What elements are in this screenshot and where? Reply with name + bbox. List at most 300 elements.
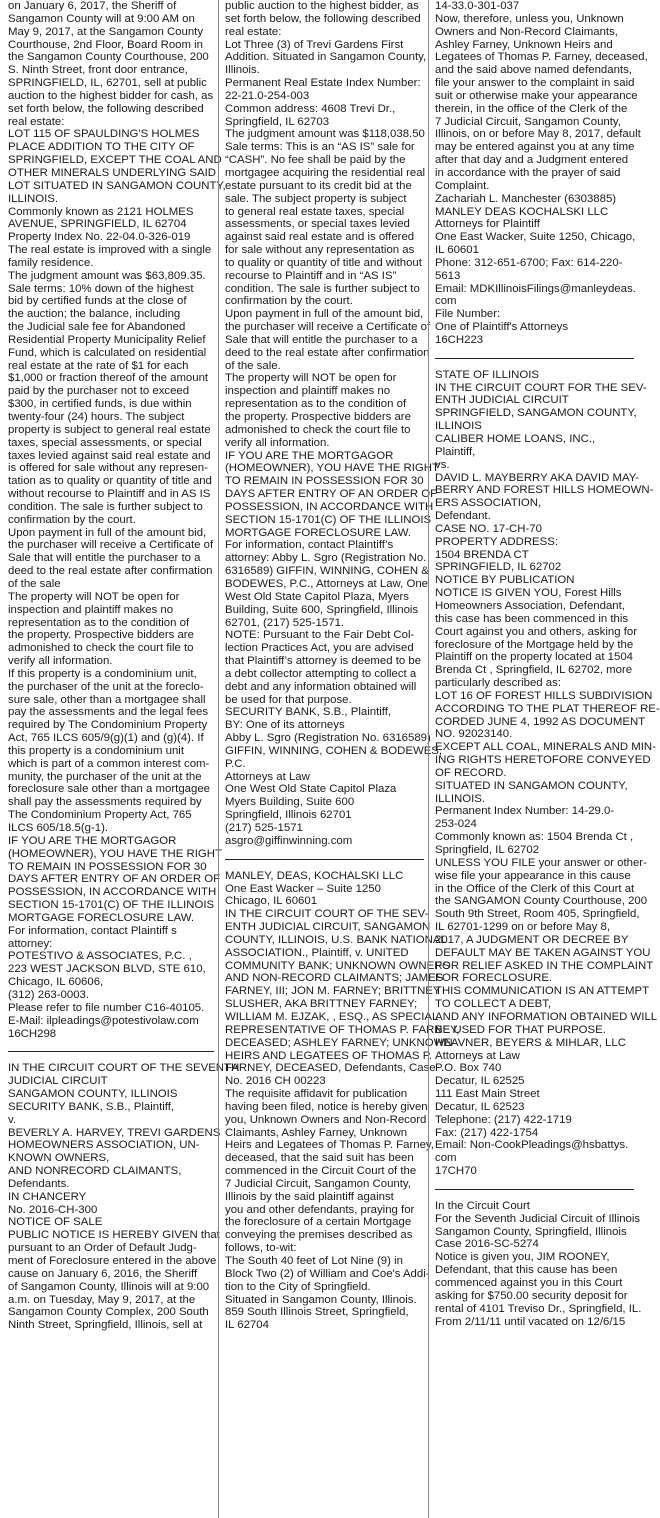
notice-line: Chicago, IL 60601 (225, 895, 318, 908)
notice-line: UNLESS YOU FILE your answer or other- (435, 856, 647, 869)
notice-line: conveying the premises described as (225, 1229, 413, 1242)
notice-line: to quality or quantity of title and without (225, 256, 422, 269)
notice-line: The property will NOT be open for (8, 590, 180, 603)
notice-line: HOMEOWNERS ASSOCIATION, UN- (8, 1139, 200, 1152)
notice-line: and the said above named defendants, (435, 64, 632, 77)
notice-line: this case has been commenced in this (435, 612, 629, 625)
notice-line: Act, 765 ILCS 605/9(g)(1) and (g)(4). If (8, 732, 204, 745)
notice-line: Illinois by the said plaintiff against (225, 1190, 394, 1203)
notice-line: SPRINGFIELD, IL 62702 (435, 561, 562, 574)
notice-line: the Judicial sale fee for Abandoned (8, 321, 186, 334)
notice-line: 7 Judicial Circuit, Sangamon County, (225, 1177, 411, 1190)
notice-line: ILCS 605/18.5(g-1). (8, 822, 109, 834)
notice-line: Zachariah L. Manchester (6303885) (435, 192, 617, 205)
notice-line: No. 2016 CH 00223 (225, 1075, 326, 1088)
notice-line: SECURITY BANK, S.B., Plaintiff, (225, 706, 392, 719)
notice-line: foreclosure sale other than a mortgagee (8, 783, 210, 796)
notice-line: PUBLIC NOTICE IS HEREBY GIVEN that (8, 1229, 220, 1242)
notice-line: asgro@giffinwinning.com (225, 834, 353, 847)
notice-line: against said real estate and is offered (225, 231, 415, 244)
notice-line: P.C. (225, 757, 246, 770)
notice-line: West Old State Capitol Plaza, Myers (225, 590, 410, 603)
notice-line: Defendant. (435, 510, 491, 523)
notice-line: verify all information. (225, 436, 330, 449)
notice-line: SITUATED IN SANGAMON COUNTY, (435, 779, 628, 792)
notice-line: One West Old State Capitol Plaza (225, 783, 397, 796)
notice-line: tation as to quality or quantity of title and (8, 475, 212, 488)
notice-line: Commonly known as 2121 HOLMES (8, 205, 194, 218)
notice-line: Property Index No. 22-04.0-326-019 (8, 231, 191, 244)
notice-line: KNOWN OWNERS, (8, 1152, 110, 1165)
notice-line: without recourse to Plaintiff and in AS IS (8, 488, 211, 501)
notice-line: 62701, (217) 525-1571. (225, 616, 345, 629)
notice-line: BODEWES, P.C., Attorneys at Law, One (225, 577, 429, 590)
notice-line: ILLINOIS (435, 420, 482, 433)
notice-line: deed to the real estate after confirmation (225, 346, 430, 359)
notice-line: verify all information. (8, 655, 113, 668)
notice-line: In the Circuit Court (435, 1199, 530, 1212)
notice-line: Please refer to file number C16-40105. (8, 1001, 205, 1014)
notice-line: “CASH”. No fee shall be paid by the (225, 154, 406, 167)
notice-line: The judgment amount was $118,038.50 (225, 128, 425, 141)
notice-line: Lot Three (3) of Trevi Gardens First (225, 38, 404, 51)
notice-line: AND ANY INFORMATION OBTAINED WILL (435, 1010, 658, 1023)
notice-line: property is subject to general real estate (8, 423, 211, 436)
notice-line: LOT SITUATED IN SANGAMON COUNTY, (8, 179, 226, 192)
notice-line: Common address: 4608 Trevi Dr., (225, 102, 396, 115)
notice-line: Commonly known as: 1504 Brenda Ct , (435, 831, 634, 844)
notice-line: AVENUE, SPRINGFIELD, IL 62704 (8, 218, 187, 231)
notice-line: com (435, 1152, 457, 1165)
notice-line: bid by certified funds at the close of (8, 295, 187, 308)
notice-line: after that day and a Judgment entered (435, 154, 629, 167)
notice-line: 1504 BRENDA CT (435, 548, 529, 561)
notice-line: Abby L. Sgro (Registration No. 6316589) (225, 732, 431, 745)
notice-line: vs. (435, 458, 450, 471)
notice-line: particularly described as: (435, 677, 561, 690)
notice-line: 16CH223 (435, 333, 484, 346)
notice-line: a.m. on Tuesday, May 9, 2017, at the (8, 1293, 196, 1306)
notice-line: FARNEY, III; JON M. FARNEY; BRITTNEY (225, 985, 441, 998)
notice-line: ACCORDING TO THE PLAT THEREOF RE- (435, 702, 660, 715)
notice-line: SECTION 15-1701(C) OF THE ILLINOIS (225, 513, 432, 526)
notice-line: lection Practices Act, you are advised (225, 642, 414, 655)
notice-line: to general real estate taxes, special (225, 205, 405, 218)
notice-line: STATE OF ILLINOIS (435, 368, 540, 381)
notice-line: shall pay the assessments required by (8, 796, 202, 809)
notice-line: OF RECORD. (435, 766, 507, 779)
notice-line: Myers Building, Suite 600 (225, 796, 355, 809)
notice-line: Now, therefore, unless you, Unknown (435, 12, 624, 25)
notice-line: IN THE CIRCUIT COURT OF THE SEV- (225, 908, 429, 921)
notice-line: 253-024 (435, 818, 477, 831)
notice-line: EXCEPT ALL COAL, MINERALS AND MIN- (435, 741, 656, 754)
notice-line: May 9, 2017, at the Sangamon County (8, 25, 204, 38)
notice-line: SPRINGFIELD, IL, 62701, sell at public (8, 77, 207, 90)
notice-line: MORTGAGE FORECLOSURE LAW. (8, 911, 195, 924)
notice-line: paid by the purchaser not to exceed (8, 385, 190, 398)
notice-line: ILLINOIS. (8, 192, 59, 205)
notice-line: foreclosure of the Mortgage held by the (435, 638, 634, 651)
notice-line: the foreclosure of a certain Mortgage (225, 1216, 412, 1229)
notice-line: Permanent Real Estate Index Number: (225, 77, 421, 90)
notice-line: (217) 525-1571 (225, 822, 303, 834)
notice-line: WILLIAM M. EJZAK, , ESQ., AS SPECIAL (225, 1010, 439, 1023)
notice-line: Springfield, Illinois 62701 (225, 809, 352, 822)
notice-line: representation as to the condition of (225, 398, 407, 411)
notice-line: v. (8, 1113, 17, 1126)
notice-line: Springfield, IL 62702 (435, 844, 540, 856)
notice-line: Illinois, on or before May 8, 2017, default (435, 128, 641, 141)
notice-line: condition. The sale is further subject to (225, 282, 420, 295)
notice-line: IL 62701-1299 on or before May 8, (435, 921, 610, 934)
notice-line: Illinois. (225, 64, 260, 77)
notice-line: the property. Prospective bidders are (225, 411, 411, 423)
notice-line: the property. Prospective bidders are (8, 629, 194, 642)
notice-line: Chicago, IL 60606, (8, 976, 104, 989)
notice-line: mortgagee acquiring the residential real (225, 166, 426, 179)
notice-line: DECEASED; ASHLEY FARNEY; UNKNOWN (225, 1036, 453, 1049)
notice-line: the auction; the balance, including (8, 308, 181, 321)
notice-line: IL 62704 (225, 1319, 269, 1332)
notice-foreclosure-holmes (8, 0, 226, 1040)
notice-line: 223 WEST JACKSON BLVD, STE 610, (8, 963, 206, 976)
notice-line: HEAVNER, BEYERS & MIHLAR, LLC (435, 1036, 626, 1049)
notice-line: One East Wacker – Suite 1250 (225, 882, 381, 895)
notice-line: SECTION 15-1701(C) OF THE ILLINOIS (8, 899, 215, 912)
notice-line: 14-33.0-301-037 (435, 0, 520, 12)
notice-line: PROPERTY ADDRESS: (435, 535, 559, 548)
notice-publication-mayberry (435, 368, 660, 1178)
notice-line: 7 Judicial Circuit, Sangamon County, (435, 115, 621, 128)
notice-line: auction to the highest bidder for cash, as (8, 89, 214, 102)
notice-line: DEFAULT MAY BE TAKEN AGAINST YOU (435, 946, 651, 959)
notice-line: POSSESSION, IN ACCORDANCE WITH (225, 500, 434, 513)
notice-small-claims-rooney (435, 1199, 642, 1328)
notice-line: the purchaser will receive a Certificate of (225, 321, 431, 334)
notice-line: CORDED JUNE 4, 1992 AS DOCUMENT (435, 715, 646, 728)
notice-line: HEIRS AND LEGATEES OF THOMAS P. (225, 1049, 432, 1062)
notice-line: NOTE: Pursuant to the Fair Debt Col- (225, 629, 415, 642)
notice-line: deceased, that the said suit has been (225, 1152, 414, 1165)
notice-line: pay the assessments and the legal fees (8, 706, 209, 719)
notice-line: Ashley Farney, Unknown Heirs and (435, 38, 613, 51)
notice-line: Brenda Ct , Springfield, IL 62702, more (435, 664, 633, 677)
notice-line: for sale without any representation as (225, 244, 415, 257)
notice-line: BERRY AND FOREST HILLS HOMEOWN- (435, 484, 654, 497)
notice-line: IN CHANCERY (8, 1190, 87, 1203)
notice-line: For information, contact Plaintiff s (8, 924, 177, 937)
notice-line: a debt collector attempting to collect a (225, 667, 417, 680)
notice-line: File Number: (435, 308, 501, 321)
notice-line: $1,000 or fraction thereof of the amount (8, 372, 209, 385)
notice-line: BE USED FOR THAT PURPOSE. (435, 1023, 606, 1036)
notice-line: MORTGAGE FORECLOSURE LAW. (225, 526, 412, 539)
notice-line: FARNEY, DECEASED, Defendants, Case (225, 1062, 436, 1075)
notice-line: The real estate is improved with a single (8, 244, 212, 257)
notice-line: family residence. (8, 256, 94, 269)
notice-line: TO COLLECT A DEBT, (435, 998, 552, 1011)
notice-line: Decatur, IL 62523 (435, 1100, 525, 1113)
notice-line: 111 East Main Street (435, 1088, 540, 1101)
notice-line: Sale that will entitle the purchaser to a (8, 552, 201, 565)
notice-line: Sangamon County, Springfield, Illinois (435, 1225, 627, 1238)
notice-line: 859 South Illinois Street, Springfield, (225, 1306, 409, 1319)
notice-line: inspection and plaintiff makes no (225, 385, 391, 398)
notice-line: POTESTIVO & ASSOCIATES, P.C. , (8, 950, 192, 963)
notice-line: Building, Suite 600, Springfield, Illinois (225, 603, 419, 616)
notice-line: LOT 115 OF SPAULDING'S HOLMES (8, 128, 200, 141)
notice-line: taxes levied against said real estate and (8, 449, 211, 462)
notice-line: Sangamon County will at 9:00 AM on (8, 12, 195, 25)
notice-line: Sangamon County Complex, 200 South (8, 1306, 209, 1319)
notice-line: S. Ninth Street, front door entrance, (8, 64, 188, 77)
notice-line: on January 6, 2017, the Sheriff of (8, 0, 177, 12)
notice-line: you and other defendants, praying for (225, 1203, 415, 1216)
notice-line: SANGAMON COUNTY, ILLINOIS (8, 1088, 178, 1101)
notice-line: sure sale, other than a mortgagee shall (8, 693, 206, 706)
notice-line: One East Wacker, Suite 1250, Chicago, (435, 231, 636, 244)
notice-line: MANLEY DEAS KOCHALSKI LLC (435, 205, 609, 218)
notice-line: Court against you and others, asking for (435, 625, 637, 638)
notice-line: be used for that purpose. (225, 693, 352, 706)
notice-line: SECURITY BANK, S.B., Plaintiff, (8, 1100, 175, 1113)
notice-line: wise file your appearance in this cause (435, 869, 631, 882)
notice-line: CALIBER HOME LOANS, INC., (435, 433, 596, 445)
notice-divider (8, 1051, 214, 1052)
notice-line: admonished to check the court file to (225, 423, 411, 436)
notice-line: cause on January 6, 2016, the Sheriff (8, 1267, 198, 1280)
notice-line: Sale terms: This is an “AS IS” sale for (225, 141, 415, 154)
notice-line: BEVERLY A. HARVEY, TREVI GARDENS (8, 1126, 221, 1139)
notice-line: real estate: (225, 25, 282, 38)
notice-line: Decatur, IL 62525 (435, 1075, 525, 1088)
notice-line: Defendants. (8, 1177, 70, 1190)
notice-line: IF YOU ARE THE MORTGAGOR (8, 834, 177, 847)
notice-line: is offered for sale without any represen- (8, 462, 208, 475)
notice-line: 22-21.0-254-003 (225, 89, 310, 102)
notice-line: DAYS AFTER ENTRY OF AN ORDER OF (8, 873, 221, 886)
notice-line: twenty-four (24) hours. The subject (8, 411, 185, 423)
notice-line: COUNTY, ILLINOIS, U.S. BANK NATIONAL (225, 933, 447, 946)
notice-line: TO REMAIN IN POSSESSION FOR 30 (225, 475, 424, 488)
notice-line: sale. The subject property is subject (225, 192, 407, 205)
notice-line: set forth below, the following described (8, 102, 204, 115)
notice-line: Owners and Non-Record Claimants, (435, 25, 618, 38)
notice-line: rental of 4101 Treviso Dr., Springfield, IL. (435, 1302, 642, 1315)
notice-line: Sale terms: 10% down of the highest (8, 282, 194, 295)
notice-line: suit or otherwise make your appearance (435, 89, 638, 102)
notice-line: commenced in the Circuit Court of the (225, 1165, 417, 1178)
notice-line: ILLINOIS. (435, 792, 486, 805)
notice-line: Legatees of Thomas P. Farney, deceased, (435, 51, 648, 64)
notice-line: $300, in certified funds, is due within (8, 398, 192, 411)
notice-line: therein, in the office of the Clerk of the (435, 102, 628, 115)
notice-line: (HOMEOWNER), YOU HAVE THE RIGHT (8, 847, 222, 860)
notice-line: For the Seventh Judicial Circuit of Illinois (435, 1212, 641, 1225)
notice-line: NOTICE IS GIVEN YOU, Forest Hills (435, 587, 622, 600)
notice-line: Springfield, IL 62703 (225, 115, 330, 128)
notice-line: required by The Condominium Property (8, 719, 208, 732)
notice-line: The Condominium Property Act, 765 (8, 809, 192, 822)
notice-line: PLACE ADDITION TO THE CITY OF (8, 141, 195, 154)
notice-line: real estate: (8, 115, 65, 128)
notice-line: GIFFIN, WINNING, COHEN & BODEWES, (225, 744, 443, 757)
notice-line: Ninth Street, Springfield, Illinois, sell at (8, 1319, 203, 1332)
notice-line: NOTICE OF SALE (8, 1216, 103, 1229)
notice-line: which is part of a common interest com- (8, 757, 210, 770)
notice-divider (435, 1189, 634, 1190)
notice-line: attorney: Abby L. Sgro (Registration No. (225, 552, 427, 565)
notice-line: having been filed, notice is hereby given (225, 1100, 428, 1113)
notice-line: CASE NO. 17-CH-70 (435, 522, 542, 535)
notice-line: ERS ASSOCIATION, (435, 497, 542, 510)
notice-line: 5613 (435, 269, 461, 282)
notice-line: Plaintiff, (435, 445, 476, 458)
notice-line: Upon payment in full of the amount bid, (225, 308, 424, 321)
notice-line: The property will NOT be open for (225, 372, 397, 385)
notice-line: this property is a condominium unit (8, 744, 185, 757)
notice-line: Sale that will entitle the purchaser to a (225, 333, 418, 346)
notice-line: representation as to the condition of (8, 616, 190, 629)
notice-line: 17CH70 (435, 1165, 477, 1178)
column-1 (8, 0, 240, 1518)
notice-line: Phone: 312-651-6700; Fax: 614-220- (435, 256, 623, 269)
notice-line: SPRINGFIELD, EXCEPT THE COAL AND (8, 154, 222, 167)
notice-line: The requisite affidavit for publication (225, 1088, 408, 1101)
notice-line: tion to the City of Springfield. (225, 1280, 371, 1293)
notice-line: ment of Foreclosure entered in the above (8, 1255, 217, 1267)
notice-line: in accordance with the prayer of said (435, 166, 621, 179)
notice-line: confirmation by the court. (225, 295, 353, 308)
notice-line: condition. The sale is further subject to (8, 500, 203, 513)
notice-line: Fax: (217) 422-1754 (435, 1126, 539, 1139)
notice-line: AND NONRECORD CLAIMANTS, (8, 1165, 182, 1178)
notice-line: the SANGAMON County Courthouse, 200 (435, 895, 648, 908)
notice-line: COMMUNITY BANK; UNKNOWN OWNERS (225, 959, 451, 972)
notice-line: Notice is given you, JIM ROONEY, (435, 1251, 610, 1264)
notice-line: IF YOU ARE THE MORTGAGOR (225, 449, 394, 462)
notice-line: Attorneys at Law (435, 1049, 520, 1062)
notice-line: AND NON-RECORD CLAIMANTS; JAMES (225, 972, 444, 985)
notice-line: REPRESENTATIVE OF THOMAS P. FARNEY, (225, 1023, 460, 1036)
notice-line: Plaintiff on the property located at 1504 (435, 651, 633, 664)
notice-line: Attorneys at Law (225, 770, 310, 783)
notice-line: THIS COMMUNICATION IS AN ATTEMPT (435, 985, 650, 998)
notice-line: One of Plaintiff's Attorneys (435, 321, 569, 334)
notice-line: JUDICIAL CIRCUIT (8, 1075, 108, 1088)
notice-line: BY: One of its attorneys (225, 719, 345, 732)
notice-line: Fund, which is calculated on residential (8, 346, 207, 359)
notice-line: Addition. Situated in Sangamon County, (225, 51, 427, 64)
notice-line: FOR RELIEF ASKED IN THE COMPLAINT (435, 959, 654, 972)
notice-line: the purchaser of the unit at the foreclo- (8, 680, 204, 693)
notice-line: P.O. Box 740 (435, 1062, 502, 1075)
notice-line: FOR FORECLOSURE. (435, 972, 553, 985)
notice-line: TO REMAIN IN POSSESSION FOR 30 (8, 860, 207, 873)
notice-line: in the Office of the Clerk of this Court at (435, 882, 635, 895)
notice-line: asking for $750.00 security deposit for (435, 1289, 628, 1302)
notice-line: Block Two (2) of William and Coe's Addi- (225, 1267, 430, 1280)
notice-line: confirmation by the court. (8, 513, 136, 526)
column-3 (428, 0, 660, 1518)
notice-line: Heirs and Legatees of Thomas P. Farney, (225, 1139, 434, 1152)
notice-line: ENTH JUDICIAL CIRCUIT (435, 394, 569, 407)
notice-line: Email: Non-CookPleadings@hsbattys. (435, 1139, 629, 1152)
notice-line: Situated in Sangamon County, Illinois. (225, 1293, 417, 1306)
notice-line: Attorneys for Plaintiff (435, 218, 540, 231)
notice-line: com (435, 295, 457, 308)
notice-line: Residential Property Municipality Relief (8, 333, 206, 346)
notice-line: NO. 92023140. (435, 728, 513, 741)
notice-line: 6316589) GIFFIN, WINNING, COHEN & (225, 565, 429, 578)
notice-line: MANLEY, DEAS, KOCHALSKI LLC (225, 869, 404, 882)
notice-line: admonished to check the court file to (8, 642, 194, 655)
notice-line: NOTICE BY PUBLICATION (435, 574, 575, 587)
notice-line: The South 40 feet of Lot Nine (9) in (225, 1255, 403, 1267)
notice-line: E-Mail: ilpleadings@potestivolaw.com (8, 1014, 199, 1027)
notice-line: 16CH298 (8, 1027, 57, 1040)
notice-line: Upon payment in full of the amount bid, (8, 526, 207, 539)
notice-line: the purchaser will receive a Certificate of (8, 539, 214, 552)
notice-line: commenced against you in this Court (435, 1277, 623, 1289)
notice-line: SLUSHER, AKA BRITTNEY FARNEY; (225, 998, 418, 1011)
notice-line: Homeowners Association, Defendant, (435, 599, 625, 612)
notice-line: set forth below, the following described (225, 12, 421, 25)
notice-sale-trevi-gardens (8, 1062, 240, 1332)
notice-line: IL 60601 (435, 244, 479, 257)
notice-line: of Sangamon County, Illinois will at 9:00 (8, 1280, 210, 1293)
notice-line: SPRINGFIELD, SANGAMON COUNTY, (435, 407, 637, 420)
notice-line: assessments, or special taxes levied (225, 218, 410, 231)
notice-line: recourse to Plaintiff and in “AS IS” (225, 269, 397, 282)
notice-line: OTHER MINERALS UNDERLYING SAID (8, 166, 217, 179)
notice-line: attorney: (8, 937, 53, 950)
notice-line: real estate at the rate of $1 for each (8, 359, 189, 372)
notice-divider (435, 358, 634, 359)
notice-line: Telephone: (217) 422-1719 (435, 1113, 572, 1126)
notice-line: No. 2016-CH-300 (8, 1203, 98, 1216)
notice-line: From 2/11/11 until vacated on 12/6/15 (435, 1315, 626, 1328)
notice-line: of the sale (8, 577, 61, 590)
notice-line: may be entered against you at any time (435, 141, 635, 154)
notice-line: IN THE CIRCUIT COURT OF THE SEVENTH (8, 1062, 240, 1075)
notice-line: POSSESSION, IN ACCORDANCE WITH (8, 886, 217, 899)
notice-line: 2017, A JUDGMENT OR DECREE BY (435, 933, 629, 946)
notice-line: debt and any information obtained will (225, 680, 417, 693)
notice-line: Email: MDKIllinoisFilings@manleydeas. (435, 282, 636, 295)
notice-line: taxes, special assessments, or special (8, 436, 202, 449)
notice-line: of the sale. (225, 359, 281, 372)
notice-line: pursuant to an Order of Default Judg- (8, 1242, 197, 1255)
notice-line: ENTH JUDICIAL CIRCUIT, SANGAMON (225, 921, 431, 934)
notice-line: file your answer to the complaint in said (435, 77, 635, 90)
notice-line: DAYS AFTER ENTRY OF AN ORDER OF (225, 488, 438, 501)
notice-line: (HOMEOWNER), YOU HAVE THE RIGHT (225, 462, 439, 475)
notice-line: Case 2016-SC-5274 (435, 1238, 539, 1251)
notice-line: (312) 263-0003. (8, 988, 90, 1001)
notice-line: The judgment amount was $63,809.35. (8, 269, 206, 282)
notice-line: ASSOCIATION., Plaintiff, v. UNITED (225, 946, 409, 959)
notice-line: If this property is a condominium unit, (8, 667, 197, 680)
notice-foreclosure-farney-continued (435, 0, 648, 347)
notice-line: you, Unknown Owners and Non-Record (225, 1113, 427, 1126)
notice-line: LOT 16 OF FOREST HILLS SUBDIVISION (435, 689, 653, 702)
notice-line: Claimants, Ashley Farney, Unknown (225, 1126, 408, 1139)
notice-line: Permanent Index Number: 14-29.0- (435, 805, 615, 818)
notice-line: inspection and plaintiff makes no (8, 603, 174, 616)
notice-line: South 9th Street, Room 405, Springfield, (435, 908, 640, 921)
